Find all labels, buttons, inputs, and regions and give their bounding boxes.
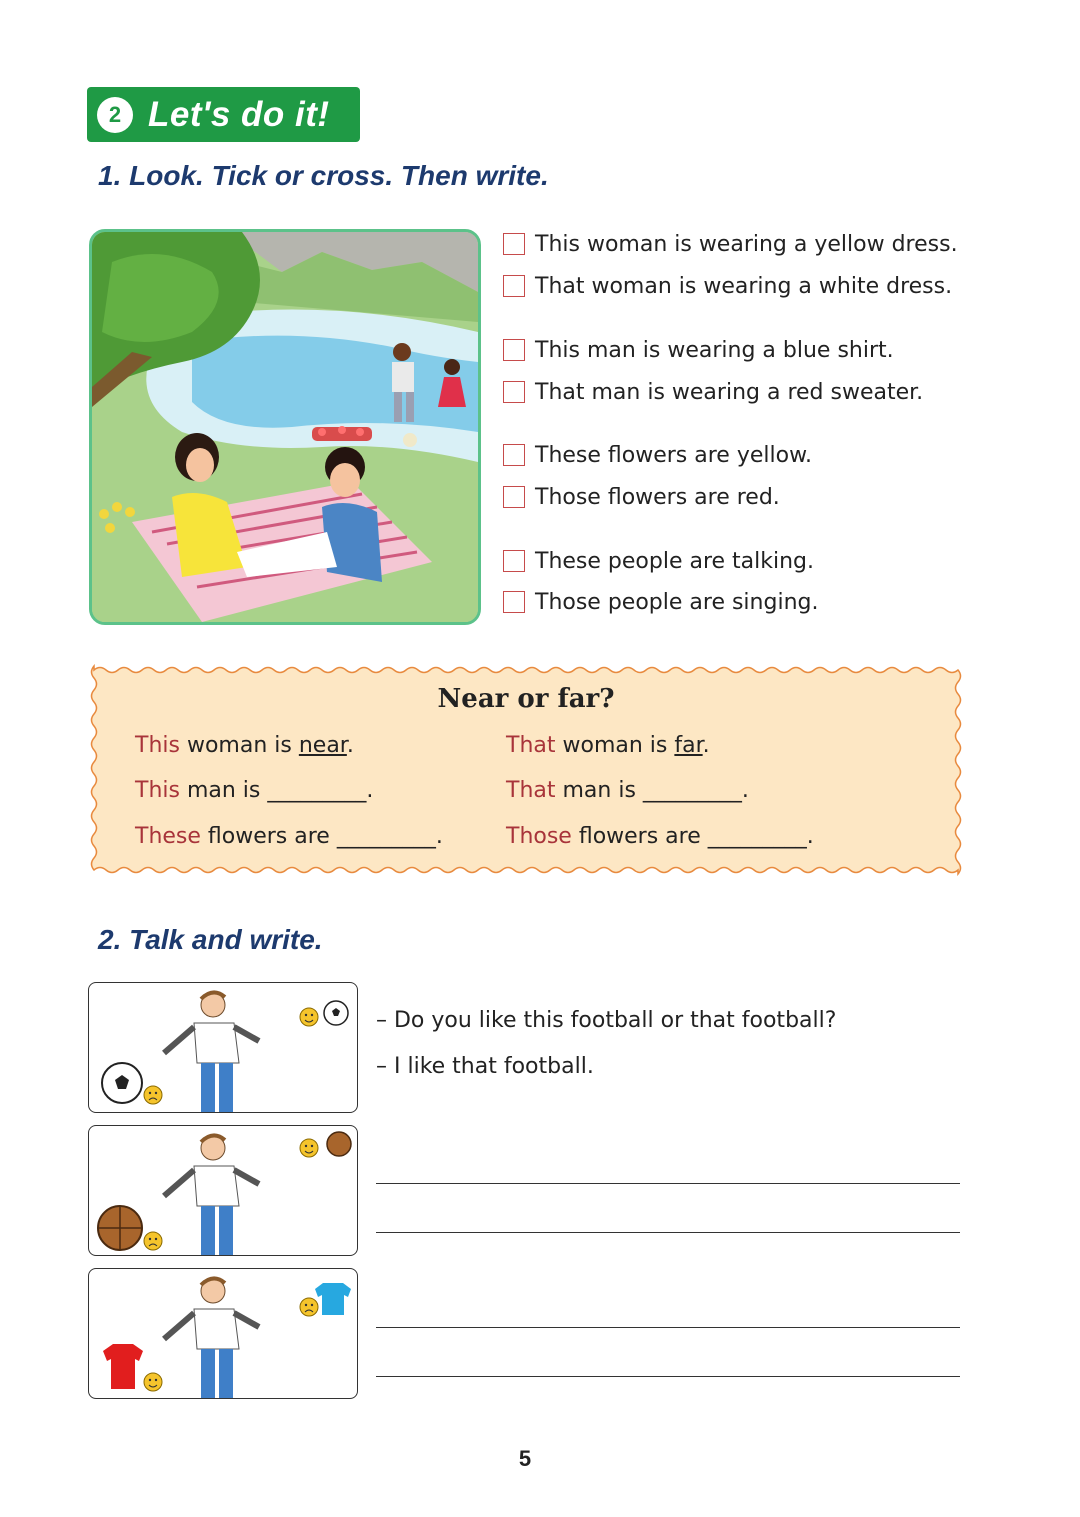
demonstrative: These bbox=[135, 824, 201, 849]
tick-checkbox[interactable] bbox=[503, 550, 525, 572]
answer-blank[interactable]: _________ bbox=[267, 778, 367, 803]
sentence-end: . bbox=[366, 778, 374, 803]
demonstrative: Those bbox=[506, 824, 572, 849]
answer-blank[interactable]: _________ bbox=[642, 778, 742, 803]
writing-line[interactable] bbox=[376, 1183, 960, 1184]
happy-face-icon bbox=[300, 1139, 318, 1157]
demonstrative: This bbox=[135, 733, 180, 758]
statement-text: That man is wearing a red sweater. bbox=[535, 379, 924, 405]
section-number: 2 bbox=[97, 97, 133, 133]
tick-checkbox[interactable] bbox=[503, 381, 525, 403]
boy-pointing-image bbox=[89, 1269, 357, 1398]
near-far-sentence bbox=[506, 824, 814, 849]
tick-checkbox[interactable] bbox=[503, 339, 525, 361]
answer-blank[interactable]: _________ bbox=[336, 824, 436, 849]
talk-panel-football bbox=[88, 982, 358, 1113]
dialogue-answer: – I like that football. bbox=[376, 1054, 594, 1079]
picnic-illustration bbox=[89, 229, 481, 625]
happy-face-icon bbox=[300, 1008, 318, 1026]
statement-text: These flowers are yellow. bbox=[535, 442, 813, 468]
statement-text: This woman is wearing a yellow dress. bbox=[535, 231, 958, 257]
red-tshirt-icon bbox=[103, 1344, 143, 1389]
talk-panel-tshirt bbox=[88, 1268, 358, 1399]
talk-panel-basketball bbox=[88, 1125, 358, 1256]
sentence-end: . bbox=[435, 824, 443, 849]
dialogue-question: – Do you like this football or that football? bbox=[376, 1008, 837, 1033]
blue-tshirt-icon bbox=[315, 1283, 351, 1315]
near-far-sentence bbox=[135, 733, 354, 758]
statement-item bbox=[503, 271, 952, 301]
exercise1-heading: 1. Look. Tick or cross. Then write. bbox=[98, 160, 549, 191]
statement-item bbox=[503, 587, 818, 617]
writing-line[interactable] bbox=[376, 1376, 960, 1377]
statement-text: This man is wearing a blue shirt. bbox=[535, 337, 894, 363]
sentence-text: flowers are bbox=[571, 824, 708, 849]
near-far-title: Near or far? bbox=[437, 684, 615, 714]
statement-text: Those people are singing. bbox=[535, 589, 819, 615]
basketball-icon bbox=[98, 1206, 142, 1250]
tick-checkbox[interactable] bbox=[503, 486, 525, 508]
writing-line[interactable] bbox=[376, 1327, 960, 1328]
football-icon bbox=[102, 1063, 142, 1103]
sentence-text: woman is bbox=[555, 733, 675, 758]
sentence-text: woman is bbox=[179, 733, 299, 758]
sentence-end: . bbox=[346, 733, 354, 758]
sad-face-icon bbox=[144, 1086, 162, 1104]
answer-text: near bbox=[298, 733, 347, 758]
writing-line[interactable] bbox=[376, 1232, 960, 1233]
boy-pointing-image bbox=[89, 1126, 357, 1255]
sentence-text: flowers are bbox=[200, 824, 337, 849]
statement-text: That woman is wearing a white dress. bbox=[535, 273, 953, 299]
near-far-sentence bbox=[135, 824, 443, 849]
sad-face-icon bbox=[144, 1232, 162, 1250]
section-title: Let's do it! bbox=[148, 94, 330, 134]
tick-checkbox[interactable] bbox=[503, 233, 525, 255]
near-far-sentence bbox=[506, 778, 749, 803]
happy-face-icon bbox=[144, 1373, 162, 1391]
football-icon bbox=[324, 1001, 348, 1025]
tick-checkbox[interactable] bbox=[503, 591, 525, 613]
sentence-end: . bbox=[702, 733, 710, 758]
demonstrative: That bbox=[506, 778, 556, 803]
exercise2-heading: 2. Talk and write. bbox=[98, 924, 323, 955]
sentence-text: man is bbox=[555, 778, 643, 803]
statement-text: These people are talking. bbox=[535, 548, 815, 574]
answer-blank[interactable]: _________ bbox=[707, 824, 807, 849]
picnic-scene-image bbox=[92, 232, 478, 622]
sentence-end: . bbox=[741, 778, 749, 803]
near-far-sentence bbox=[135, 778, 373, 803]
boy-pointing-image bbox=[89, 983, 357, 1112]
statement-item bbox=[503, 229, 958, 259]
basketball-icon bbox=[327, 1132, 351, 1156]
statement-item bbox=[503, 546, 814, 576]
statement-item bbox=[503, 335, 894, 365]
statement-item bbox=[503, 377, 923, 407]
page-number: 5 bbox=[518, 1446, 532, 1471]
statement-item bbox=[503, 482, 780, 512]
demonstrative: That bbox=[506, 733, 556, 758]
answer-text: far bbox=[674, 733, 703, 758]
near-far-sentence bbox=[506, 733, 710, 758]
section-badge bbox=[87, 87, 360, 142]
demonstrative: This bbox=[135, 778, 180, 803]
statement-item bbox=[503, 440, 812, 470]
statement-text: Those flowers are red. bbox=[535, 484, 780, 510]
sentence-end: . bbox=[806, 824, 814, 849]
tick-checkbox[interactable] bbox=[503, 444, 525, 466]
tick-checkbox[interactable] bbox=[503, 275, 525, 297]
sad-face-icon bbox=[300, 1298, 318, 1316]
sentence-text: man is bbox=[179, 778, 268, 803]
